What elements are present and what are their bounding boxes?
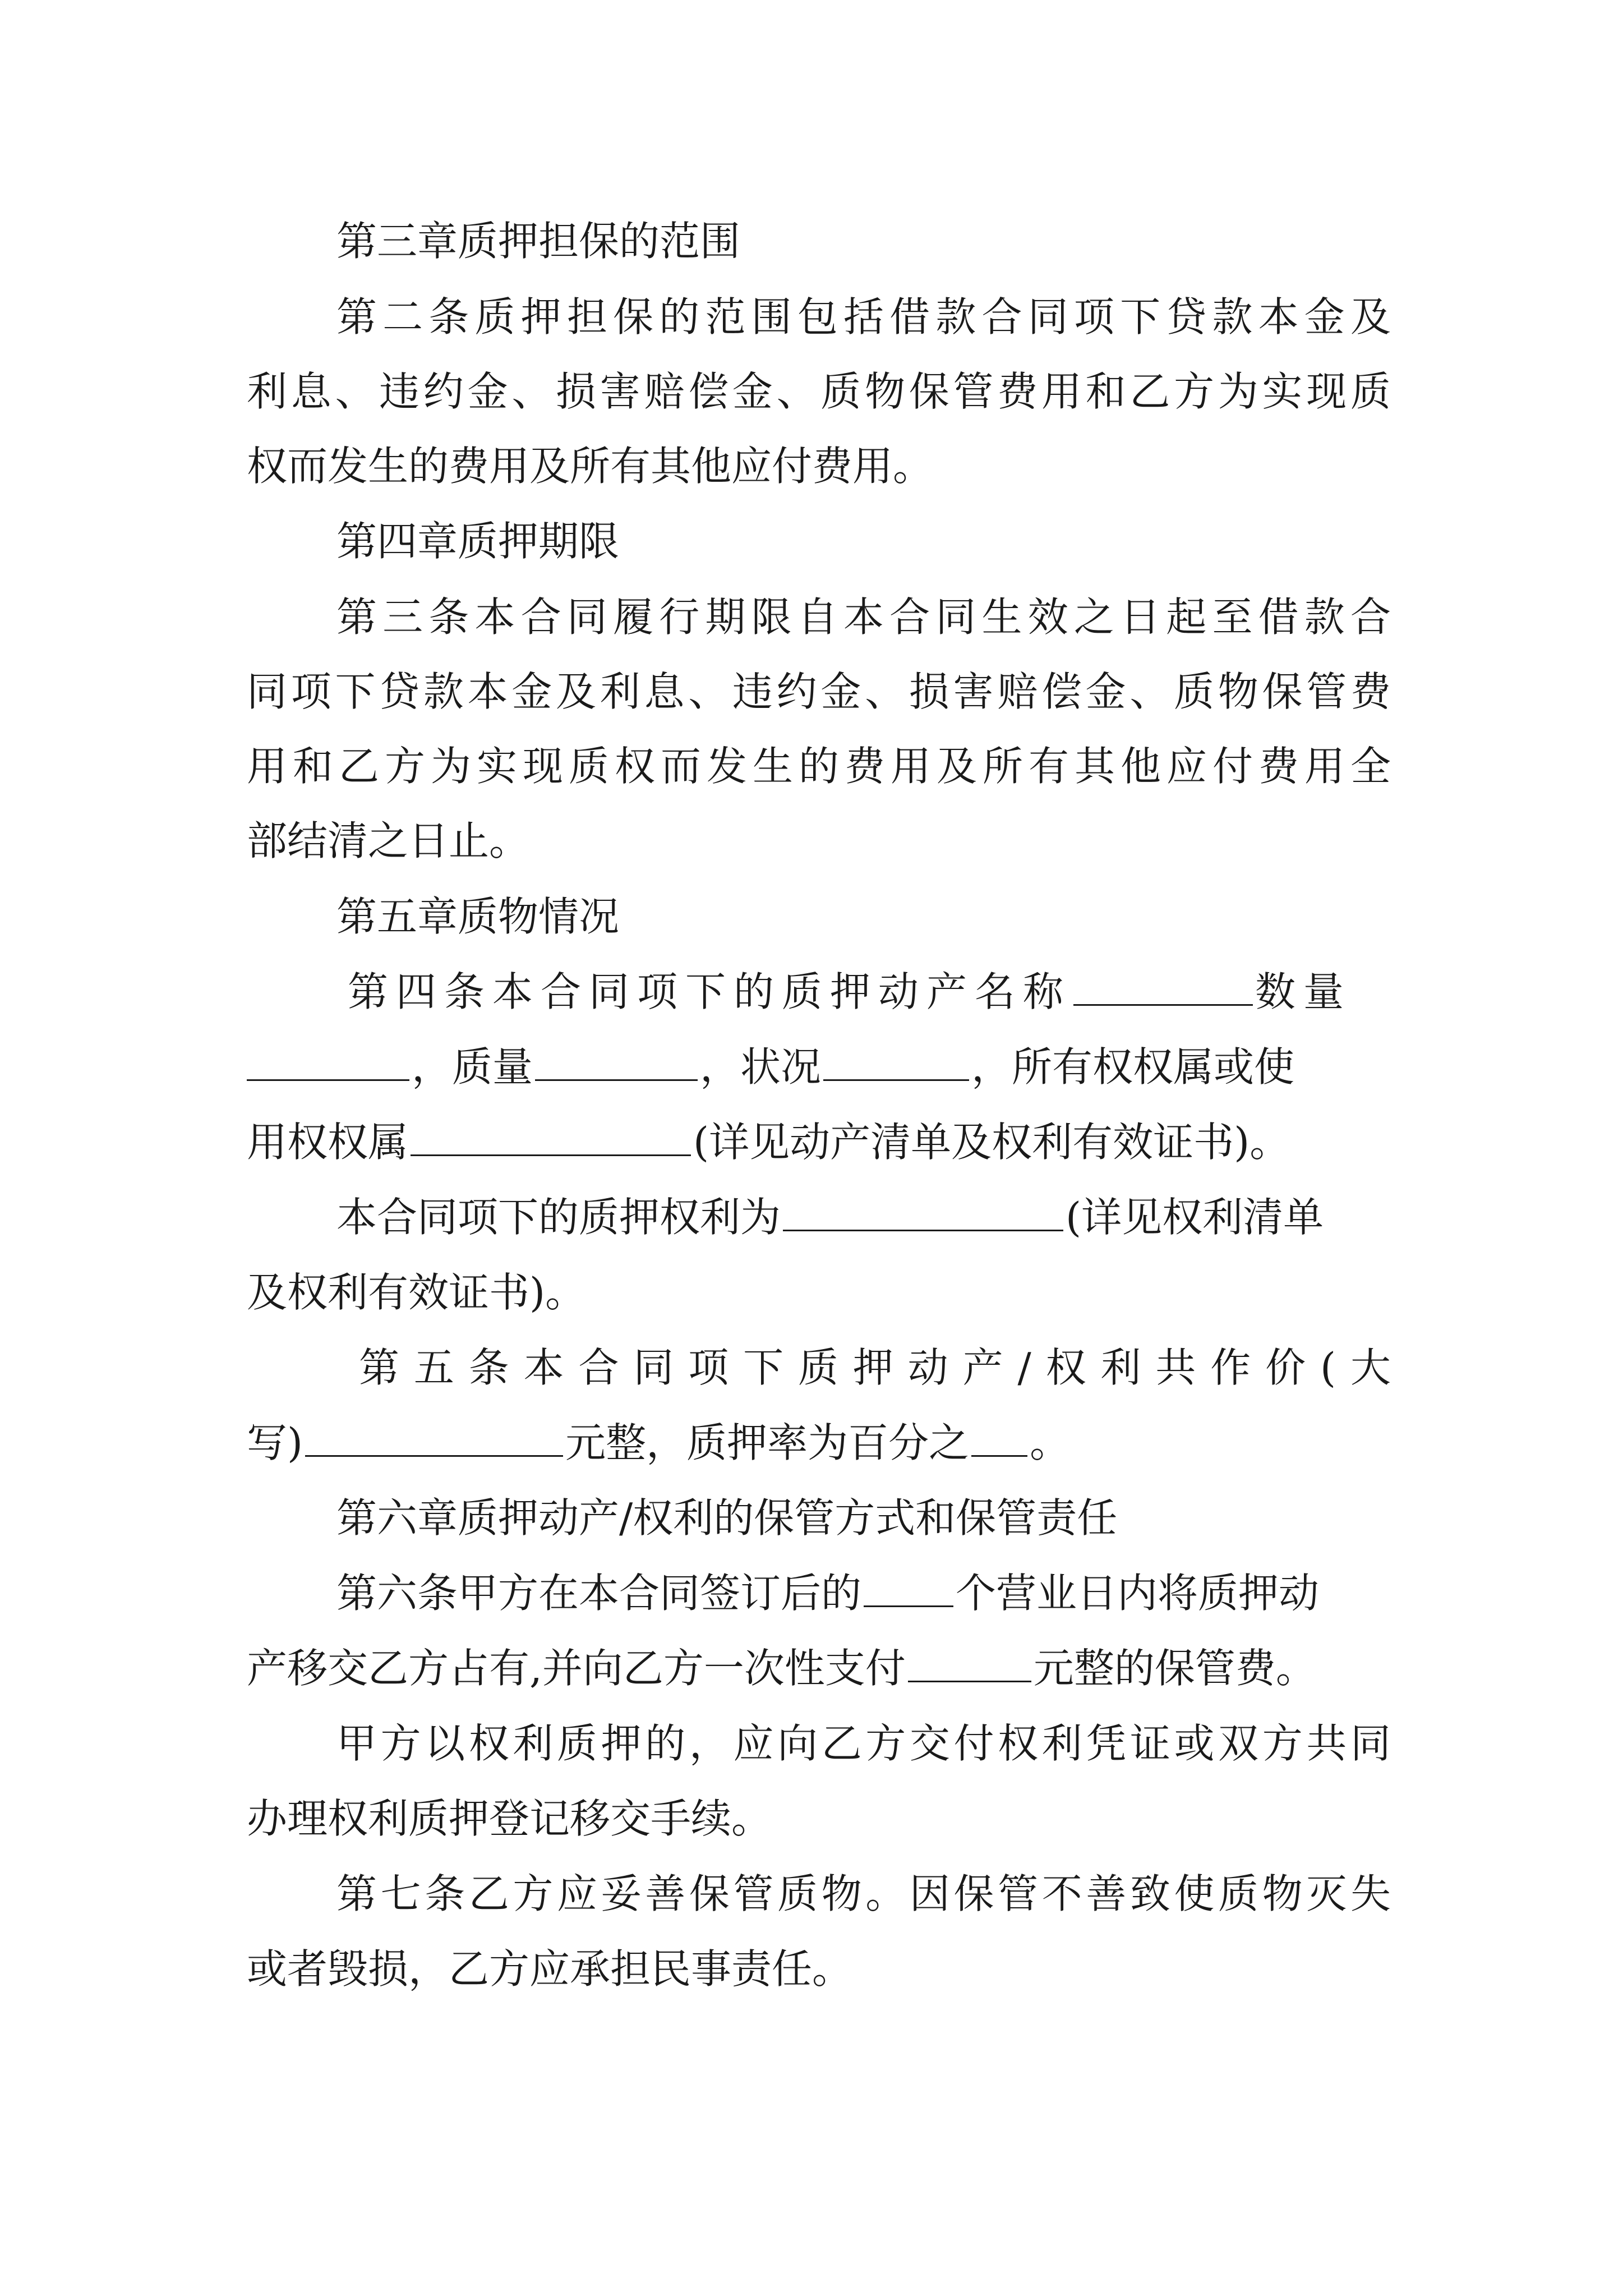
blank-movable-name bbox=[1073, 965, 1253, 1006]
pledge-rights-line-2: 及权利有效证书)。 bbox=[247, 1269, 586, 1316]
article-4-text-f: 用权权属 bbox=[247, 1119, 409, 1166]
pledge-rights-text-a: 本合同项下的质押权利为 bbox=[336, 1194, 781, 1241]
article-6-line-1 bbox=[336, 1565, 1391, 1621]
blank-valuation bbox=[305, 1416, 563, 1457]
article-5-line-2 bbox=[247, 1415, 1391, 1471]
article-5-line-1: 第五条本合同项下质押动产/权利共作价(大 bbox=[359, 1344, 1391, 1391]
article-6-text-b: 个营业日内将质押动 bbox=[956, 1570, 1320, 1617]
article-7-line-1: 第七条乙方应妥善保管质物。因保管不善致使质物灭失 bbox=[336, 1870, 1391, 1917]
blank-custody-fee bbox=[908, 1641, 1031, 1682]
rights-pledge-line-2: 办理权利质押登记移交手续。 bbox=[247, 1795, 772, 1842]
article-2-line-1: 第二条质押担保的范围包括借款合同项下贷款本金及 bbox=[336, 293, 1391, 341]
blank-pledge-rate bbox=[971, 1416, 1027, 1457]
chapter-5-heading: 第五章质物情况 bbox=[336, 893, 620, 940]
article-4-line-2 bbox=[247, 1039, 1391, 1095]
article-6-text-a: 第六条甲方在本合同签订后的 bbox=[336, 1570, 862, 1617]
blank-condition bbox=[823, 1040, 969, 1081]
article-5-text-b: 元整，质押率为百分之 bbox=[565, 1419, 970, 1466]
article-3-line-4: 部结清之日止。 bbox=[247, 817, 530, 864]
article-3-line-3: 用和乙方为实现质权而发生的费用及所有其他应付费用全 bbox=[247, 743, 1391, 790]
article-4-text-c: ，质量 bbox=[412, 1043, 533, 1091]
blank-business-days bbox=[864, 1566, 953, 1607]
article-4-line-1 bbox=[348, 964, 1402, 1020]
article-6-text-d: 元整的保管费。 bbox=[1033, 1645, 1316, 1692]
blank-pledge-rights bbox=[783, 1190, 1063, 1231]
article-7-line-2: 或者毁损，乙方应承担民事责任。 bbox=[247, 1945, 853, 1993]
blank-ownership bbox=[411, 1115, 691, 1156]
chapter-3-heading: 第三章质押担保的范围 bbox=[336, 218, 741, 265]
pledge-rights-line-1 bbox=[336, 1189, 1391, 1245]
article-5-text-a: 写) bbox=[247, 1419, 303, 1466]
rights-pledge-line-1: 甲方以权利质押的，应向乙方交付权利凭证或双方共同 bbox=[336, 1720, 1391, 1767]
article-6-text-c: 产移交乙方占有,并向乙方一次性支付 bbox=[247, 1645, 906, 1692]
article-4-text-g: (详见动产清单及权利有效证书)。 bbox=[693, 1119, 1290, 1166]
blank-quantity bbox=[247, 1040, 409, 1081]
article-6-line-2 bbox=[247, 1640, 1391, 1696]
blank-quality bbox=[535, 1040, 698, 1081]
chapter-4-heading: 第四章质押期限 bbox=[336, 518, 620, 565]
article-5-text-c: 。 bbox=[1030, 1419, 1071, 1466]
chapter-6-heading: 第六章质押动产/权利的保管方式和保管责任 bbox=[336, 1494, 1118, 1542]
article-3-line-1: 第三条本合同履行期限自本合同生效之日起至借款合 bbox=[336, 593, 1391, 641]
article-2-line-3: 权而发生的费用及所有其他应付费用。 bbox=[247, 443, 934, 490]
article-4-text-a: 第四条本合同项下的质押动产名称 bbox=[348, 968, 1072, 1015]
article-4-text-e: ，所有权权属或使 bbox=[971, 1043, 1295, 1091]
article-4-text-b: 数量 bbox=[1255, 968, 1352, 1015]
pledge-rights-text-b: (详见权利清单 bbox=[1066, 1194, 1324, 1241]
article-4-line-3 bbox=[247, 1114, 1391, 1170]
article-2-line-2: 利息、违约金、损害赔偿金、质物保管费用和乙方为实现质 bbox=[247, 368, 1391, 415]
article-4-text-d: ，状况 bbox=[700, 1043, 822, 1091]
article-3-line-2: 同项下贷款本金及利息、违约金、损害赔偿金、质物保管费 bbox=[247, 668, 1391, 715]
